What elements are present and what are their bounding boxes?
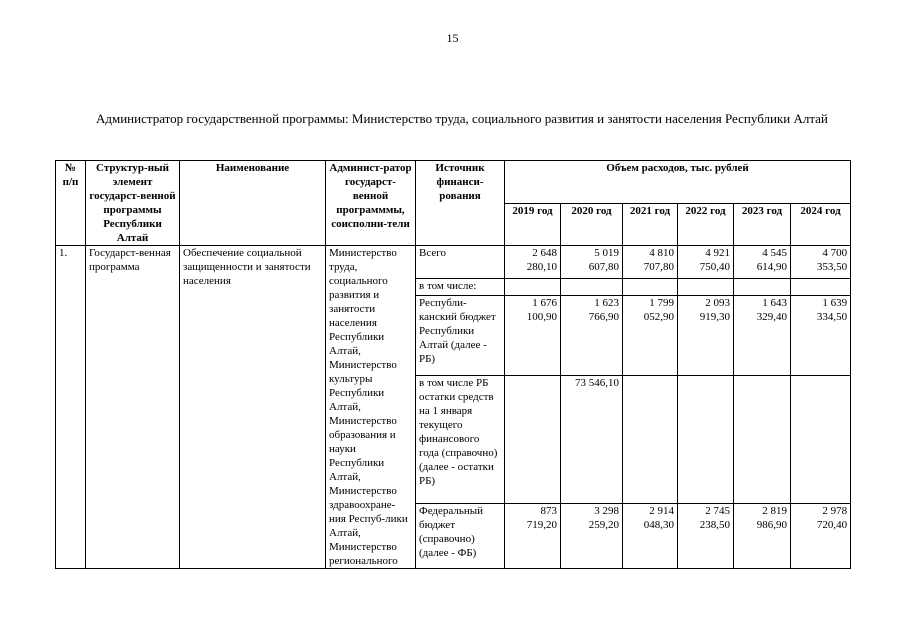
header-year: 2020 год: [561, 203, 623, 246]
value-cell: 3 298 259,20: [561, 504, 623, 569]
row-num: 1.: [56, 246, 86, 569]
row-name: Обеспечение социальной защищенности и занятости населения: [180, 246, 326, 569]
source-label: Республи-канский бюджет Республики Алтай (далее - РБ): [416, 295, 505, 375]
value-cell: [734, 278, 791, 295]
table-row: [56, 246, 851, 279]
value-cell: 1 623 766,90: [561, 295, 623, 375]
header-admin: Админист-ратор государст-венной программмы, соисполни-тели: [326, 161, 416, 246]
value-cell: [505, 376, 561, 504]
value-cell: [623, 278, 678, 295]
intro-paragraph: Администратор государственной программы: Министерство труда, социального развития и занятости населения Республики Алтай: [96, 111, 828, 126]
header-year: 2021 год: [623, 203, 678, 246]
value-cell: 1 799 052,90: [623, 295, 678, 375]
value-cell: [561, 278, 623, 295]
value-cell: 4 545 614,90: [734, 246, 791, 279]
row-admin: Министерство труда, социального развития и занятости населения Республики Алтай, Министерство культуры Республики Алтай, Министерство образования и науки Республики Алтай, Министерство здравоохране-ния Респуб-лики Алтай, Министерство регионального: [326, 246, 416, 569]
value-cell: 2 819 986,90: [734, 504, 791, 569]
value-cell: [623, 376, 678, 504]
header-num: № п/п: [56, 161, 86, 246]
value-cell: 1 639 334,50: [791, 295, 851, 375]
header-element: Структур-ный элемент государст-венной программы Республики Алтай: [86, 161, 180, 246]
source-label: Федеральный бюджет (справочно) (далее - ФБ): [416, 504, 505, 569]
value-cell: 2 648 280,10: [505, 246, 561, 279]
source-label: в том числе:: [416, 278, 505, 295]
value-cell: 1 643 329,40: [734, 295, 791, 375]
value-cell: 5 019 607,80: [561, 246, 623, 279]
header-year: 2024 год: [791, 203, 851, 246]
value-cell: [734, 376, 791, 504]
value-cell: 2 978 720,40: [791, 504, 851, 569]
header-row: [56, 161, 851, 204]
value-cell: 2 745 238,50: [678, 504, 734, 569]
value-cell: [678, 376, 734, 504]
value-cell: 4 810 707,80: [623, 246, 678, 279]
value-cell: 2 093 919,30: [678, 295, 734, 375]
value-cell: 873 719,20: [505, 504, 561, 569]
value-cell: [505, 278, 561, 295]
header-year: 2019 год: [505, 203, 561, 246]
value-cell: 73 546,10: [561, 376, 623, 504]
page-number: 15: [446, 31, 459, 45]
value-cell: 1 676 100,90: [505, 295, 561, 375]
program-table: [55, 160, 851, 569]
value-cell: [791, 278, 851, 295]
value-cell: 4 921 750,40: [678, 246, 734, 279]
value-cell: 2 914 048,30: [623, 504, 678, 569]
header-year: 2022 год: [678, 203, 734, 246]
value-cell: 4 700 353,50: [791, 246, 851, 279]
source-label: Всего: [416, 246, 505, 279]
header-name: Наименование: [180, 161, 326, 246]
header-year: 2023 год: [734, 203, 791, 246]
row-element: Государст-венная программа: [86, 246, 180, 569]
source-label: в том числе РБ остатки средств на 1 января текущего финансового года (справочно) (далее - остатки РБ): [416, 376, 505, 504]
header-source: Источник финанси-рования: [416, 161, 505, 246]
value-cell: [678, 278, 734, 295]
value-cell: [791, 376, 851, 504]
header-volume: Объем расходов, тыс. рублей: [505, 161, 851, 204]
